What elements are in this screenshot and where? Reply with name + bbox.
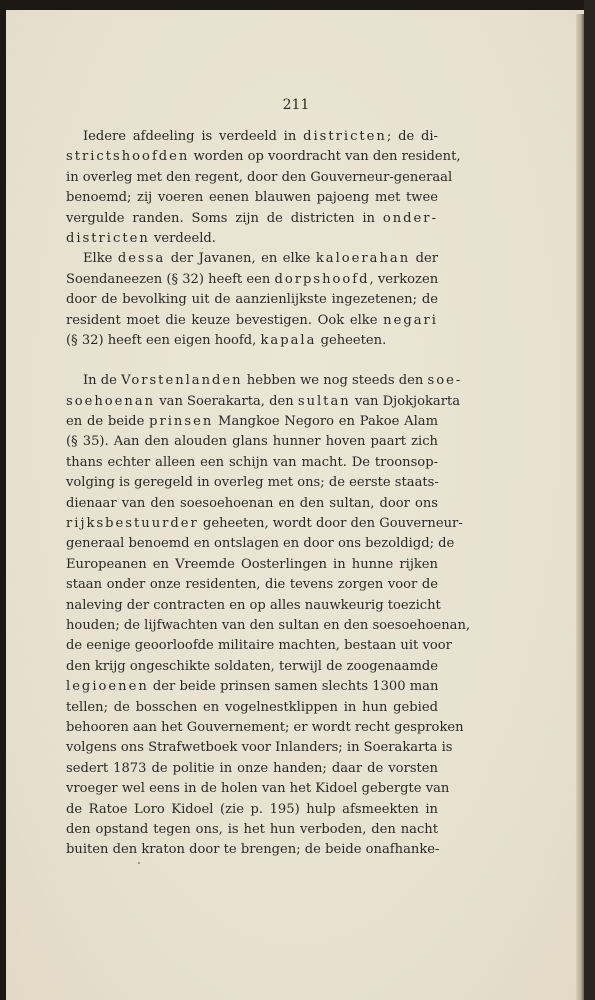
text-run: de eenige geoorloofde militaire machten, bestaan uit voor [66,638,452,654]
text-run: van Soerakarta, den [155,393,298,409]
spaced-term: prinsen [149,414,214,430]
spaced-term: soehoenan [66,393,156,409]
page-number: 211 [282,97,310,113]
text-run: geheeten. [316,332,387,348]
text-line [66,290,438,310]
text-run: hebben we nog steeds den [242,373,428,389]
text-line [66,616,471,636]
text-run: Mangkoe Negoro en Pakoe Alam [213,414,438,430]
text-line [66,514,463,534]
text-line [66,249,438,269]
text-line [66,209,438,229]
spaced-term: dorpshoofd [274,271,370,287]
text-line [66,229,438,249]
text-run: sedert 1873 de politie in onze handen; daar de vorsten [66,760,438,776]
spaced-term: rijksbestuurder [66,516,199,532]
text-run: Iedere afdeeling is verdeeld in [83,129,304,144]
text-line [66,534,455,554]
spaced-term: dessa [117,251,166,267]
text-run: staan onder onze residenten, die tevens zorgen voor de [66,577,438,593]
text-line [66,596,441,616]
text-run: dienaar van den soesoehoenan en den sultan, door ons [66,495,438,511]
spaced-term: kaloerahan [315,251,411,267]
text-line [66,840,438,860]
text-line [66,677,438,697]
text-run: in overleg met den regent, door den Gouverneur-generaal [66,169,453,185]
text-line [66,759,438,779]
text-line [66,473,438,493]
text-line [66,147,461,167]
text-run: volgens ons Strafwetboek voor Inlanders; in Soerakarta is [66,740,453,756]
spaced-term: strictshoofden [66,149,190,165]
text-run: behooren aan het Gouvernement; er wordt recht gesproken [66,719,464,735]
text-run: ; de di- [386,129,438,144]
speck [138,862,140,864]
text-run: generaal benoemd en ontslagen en door ons bezoldigd; de [66,536,455,552]
text-run: Soendaneezen (§ 32) heeft een [66,271,275,287]
text-run: (§ 35). Aan den alouden glans hunner hoven paart zich [66,434,438,450]
text-run: Elke [83,251,118,267]
text-run: thans echter alleen een schijn van macht. De troonsop- [66,454,438,470]
spaced-term: legioenen [66,679,149,695]
text-run: Europeanen en Vreemde Oosterlingen in hunne rijken [66,556,438,572]
text-run: resident moet die keuze bevestigen. Ook elke [66,312,384,328]
text-run: (§ 32) heeft een eigen hoofd, [66,332,261,348]
text-run: den opstand tegen ons, is het hun verboden, den nacht [66,821,438,837]
spaced-term: sultan [297,393,351,409]
text-line [66,331,438,351]
text-run: vergulde randen. Soms zijn de districten in [66,210,383,226]
text-run: vroeger wel eens in de holen van het Kidoel gebergte van [66,781,450,797]
text-run: geheeten, wordt door den Gouverneur- [198,516,463,532]
text-line [66,453,438,473]
text-line [66,188,438,208]
text-line [66,168,453,188]
text-run: de Ratoe Loro Kidoel (zie p. 195) hulp afsmeekten in [66,801,438,817]
paragraph-gap [66,351,438,371]
text-run: , verkozen [369,271,439,287]
spaced-term: soe- [427,373,463,389]
text-line [66,575,438,595]
text-line [66,371,463,391]
spaced-term: Vorstenlanden [121,373,243,389]
text-run: In de [83,373,122,389]
text-line [66,127,438,147]
text-run: door de bevolking uit de aanzienlijkste ingezetenen; de [66,292,438,308]
text-line [66,718,464,738]
text-run: verdeeld. [149,230,216,246]
spaced-term: districten [303,129,387,144]
text-run: houden; de lijfwachten van den sultan en den soesoehoenan, [66,617,471,633]
text-line [66,494,438,514]
text-line [66,412,438,432]
text-line [66,392,461,412]
text-run: der Javanen, en elke [165,251,316,267]
text-line [66,698,438,718]
text-line [66,800,438,820]
speck [202,248,203,249]
text-run: tellen; de bosschen en vogelnestklippen in hun gebied [66,699,438,715]
spaced-term: onder- [382,210,438,226]
text-line [66,555,438,575]
text-line [66,636,452,656]
text-run: volging is geregeld in overleg met ons; de eerste staats- [66,475,439,491]
text-line [66,738,453,758]
text-run: buiten den kraton door te brengen; de beide onafhanke- [66,842,440,858]
text-line [66,779,450,799]
text-run: naleving der contracten en op alles nauwkeurig toezicht [66,597,441,613]
text-run: worden op voordracht van den resident, [189,149,461,165]
scan-border [584,0,595,1000]
text-run: der [410,251,438,267]
text-line [66,820,438,840]
text-line [66,270,438,290]
text-run: en de beide [66,414,150,430]
text-run: van Djokjokarta [350,393,461,409]
text-run: den krijg ongeschikte soldaten, terwijl de zoogenaamde [66,658,438,674]
text-line [66,657,438,677]
book-page [6,10,586,1000]
text-line [66,432,438,452]
text-run: benoemd; zij voeren eenen blauwen pajoeng met twee [66,190,438,206]
spaced-term: districten [66,230,150,246]
body-text [66,127,471,861]
spaced-term: negari [383,312,438,328]
text-line [66,311,438,331]
page-edge [576,14,584,1000]
text-run: der beide prinsen samen slechts 1300 man [148,679,439,695]
spaced-term: kapala [260,332,317,348]
